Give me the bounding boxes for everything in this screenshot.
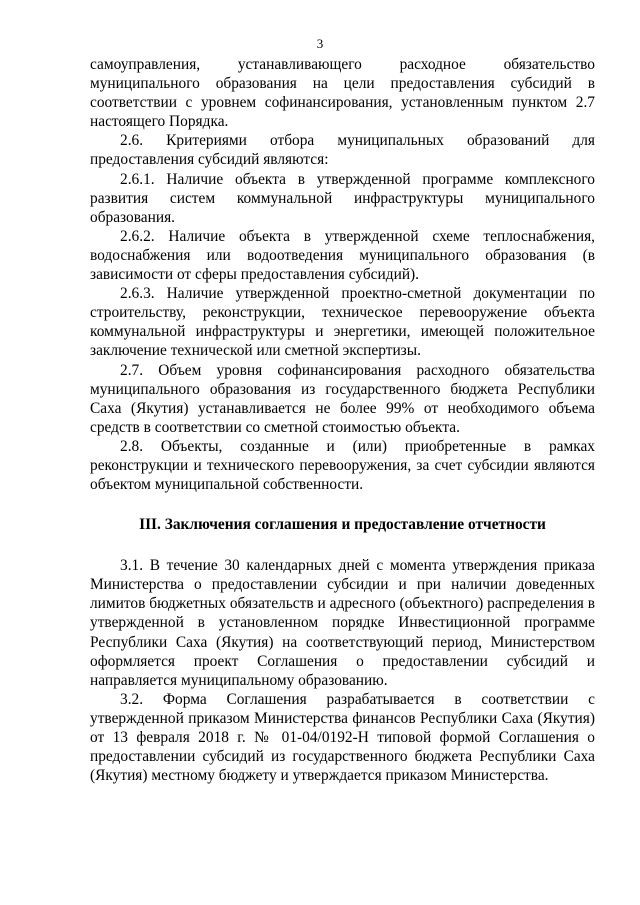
page-number: 3 — [316, 36, 324, 51]
paragraph-3-2: 3.2. Форма Соглашения разрабатывается в соответствии с утвержденной приказом Министерства финансов Республики Саха (Якутия) от 13 февраля 2018 г. № 01-04/0192-Н типовой формой Соглашения о предоставлении субсидий из государственного бюджета Республики Саха (Якутия) местному бюджету и утверждается приказом Министерства. — [90, 690, 595, 785]
paragraph-3-1: 3.1. В течение 30 календарных дней с момента утверждения приказа Министерства о предоставлении субсидии и при наличии доведенных лимитов бюджетных обязательств и адресного (объектного) распределения в утвержденной в установленном порядке Инвестиционной программе Республики Саха (Якутия) на соответствующий период, Министерством оформляется проект Соглашения о предоставлении субсидий и направляется муниципальному образованию. — [90, 557, 595, 689]
paragraph-2-8: 2.8. Объекты, созданные и (или) приобретенные в рамках реконструкции и технического перевооружения, за счет субсидии являются объектом муниципальной собственности. — [90, 437, 595, 494]
paragraph-2-6-1: 2.6.1. Наличие объекта в утвержденной программе комплексного развития систем коммунальной инфраструктуры муниципального образования. — [90, 170, 595, 226]
paragraph-2-6-2: 2.6.2. Наличие объекта в утвержденной схеме теплоснабжения, водоснабжения или водоотведения муниципального образования (в зависимости от сферы предоставления субсидий). — [90, 227, 595, 284]
paragraph-2-7: 2.7. Объем уровня софинансирования расходного обязательства муниципального образования из государственного бюджета Республики Саха (Якутия) устанавливается не более 99% от необходимого объема средств в соответствии со сметной стоимостью объекта. — [90, 361, 595, 436]
paragraph-2-6-3: 2.6.3. Наличие утвержденной проектно-сметной документации по строительству, реконструкции, техническое перевооружение объекта коммунальной инфраструктуры и энергетики, имеющей положительное заключение технической или сметной экспертизы. — [90, 285, 595, 360]
document-body — [90, 55, 595, 785]
paragraph-continuation: самоуправления, устанавливающего расходное обязательство муниципального образования на цели предоставления субсидий в соответствии с уровнем софинансирования, установленным пунктом 2.7 настоящего Порядка. — [90, 56, 595, 131]
section-heading: III. Заключения соглашения и предоставление отчетности — [139, 516, 546, 534]
paragraph-2-6: 2.6. Критериями отбора муниципальных образований для предоставления субсидий являются: — [90, 132, 595, 169]
